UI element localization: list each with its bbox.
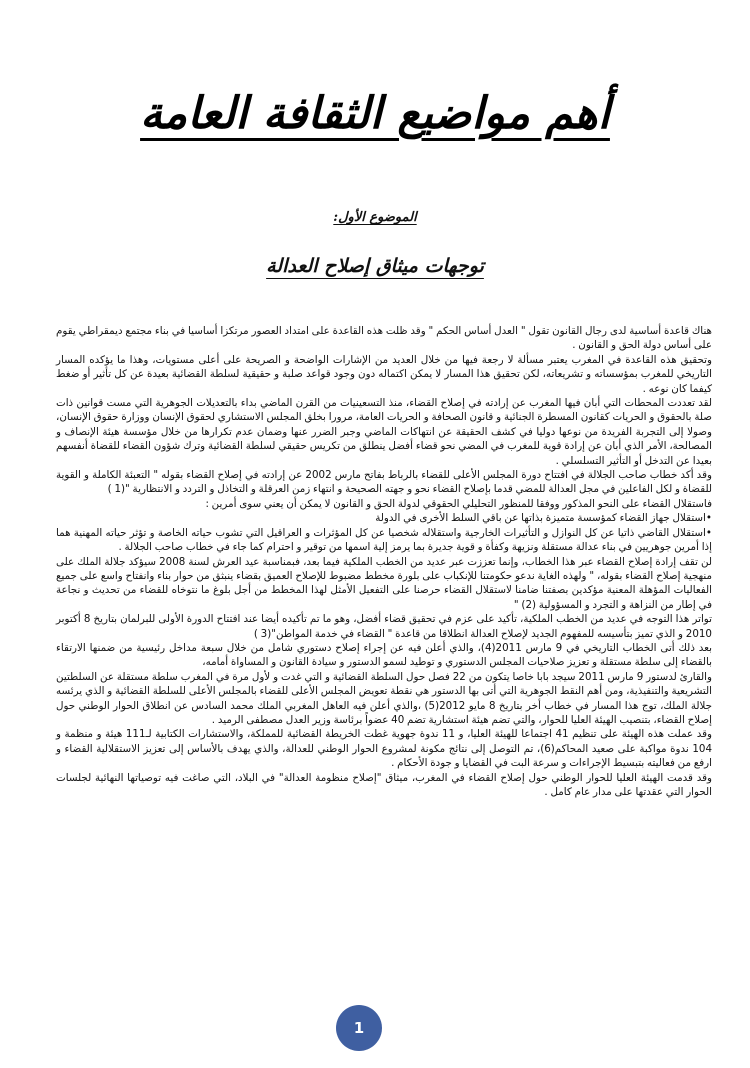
page-number-badge: 1 bbox=[336, 1005, 382, 1051]
paragraph: وقد عملت هذه الهيئة على تنظيم 41 اجتماعا للهيئة العليا، و 11 ندوة جهوية غطت الخريطة القضائية للمملكة، والاستشارات الكتابية لـ111 هيئة و منظمة و 104 ندوة مواكبة على صعيد المحاكم(6)، تم التوصل إلى نتائج مكونة لمشروع الحوار الوطني للعدالة، والذي يهدف بالأساس إلى تعزيز الاستقلالية القضاء و ارفع من فعاليته بتبسيط الإجراءات و سرعة البت في القضايا و جودة الأحكام . bbox=[56, 728, 713, 770]
paragraph: لقد تعددت المحطات التي أبان فيها المغرب عن إرادته في إصلاح القضاء، منذ التسعينيات من القرن الماضي بداء بالتعديلات الجوهرية التي مست قوانين ذات صلة بالحقوق و الحريات كقانون المسطرة الجنائية و قانون الصحافة و الحريات العامة، مرورا بخلق المجلس الاستشاري لحقوق الإنسان ووزارة حقوق الإنسان، وصولا إلى التجربة الفريدة من نوعها دوليا في كشف الحقيقة عن انتهاكات الماضي وجبر الضرر عنها وضمان عدم تكرارها من خلال مؤسسة هيئة الإنصاف و المصالحة، الأمر الذي أبان عن إرادة قوية للمغرب في المضي نحو قضاء أفضل ينطلق من تكريس حقيقي لسلطة القضائية وترك شؤون القضاء للقضاة أنفسهم بعيدا عن التدخل أو التأثير التسلسلي . bbox=[56, 397, 712, 467]
page-title: أهم مواضيع الثقافة العامة bbox=[140, 88, 610, 139]
topic-label: الموضوع الأول: bbox=[333, 210, 417, 225]
paragraph: تواتر هذا التوجه في عديد من الخطب الملكية، تأكيد على عزم في تحقيق قضاء أفضل، وهو ما تم تأكيده أيضا عند افتتاح الدورة الأولى للبرلمان بتاريخ 8 أكتوبر 2010 و الذي تميز بتأسيسه للمفهوم الجديد لإصلاح العدالة انطلاقا من قاعدة " القضاء في خدمة المواطن"(3 ) bbox=[56, 613, 712, 640]
paragraph: لن تقف إرادة إصلاح القضاء عبر هذا الخطاب، وإنما تعززت عبر عديد من الخطب الملكية فيما بعد، فبمناسبة عيد العرش لسنة 2008 سيؤكد جلالة الملك على منهجية إصلاح القضاء بقوله، " ولهذه الغاية ندعو حكومتنا للإنكباب على بلورة مخطط مضبوط للإصلاح العميق بقضاء ينبثق من حوار بناء وانفتاح واسع على جميع الفعاليات المؤهلة المعنية مؤكدين بصفتنا ضامنا لاستقلال القضاء حرصنا على التفعيل الأمثل لهذا المخطط من أجل بلوغ ما نتوخاه للقضاء من تحديث و نجاعة في إطار من النزاهة و التجرد و المسؤولية (2) " bbox=[56, 555, 712, 611]
article-body bbox=[56, 324, 712, 799]
paragraph: وقد أكد خطاب صاحب الجلالة في افتتاح دورة المجلس الأعلى للقضاء بالرباط بفاتح مارس 2002 عن إرادته في إصلاح القضاء بقوله " التعبئة الكاملة و القوية للقضاة و لكل الفاعلين في مجل العدالة للمضي قدما بإصلاح القضاء نحو و جهته الصحيحة و انتهاء زمن العرقلة و التخاذل و التردد و الانتظارية "(1 ) bbox=[56, 469, 712, 496]
paragraph: والقارئ لدستور 9 مارس 2011 سيجد بابا خاصا يتكون من 22 فصل حول السلطة القضائية و التي غدت و لأول مرة في المغرب سلطة مستقلة عن السلطتين التشريعية والتنفيذية، ومن أهم النقط الجوهرية التي أتى بها الدستور هي نقطة تعويض المجلس الأعلى للقضاء بالمجلس الأعلى للسلطة القضائية و الذي يرئسه جلالة الملك، توج هذا المسار في خطاب أخر بتاريخ 8 مايو 2012(5) ،والذي أعلن فيه العاهل المغربي الملك محمد السادس عن انطلاق الحوار الوطني حول إصلاح القضاء، بتنصيب الهيئة العليا للحوار، والتي تضم هيئة استشارية تضم 40 عضواً برئاسة وزير العدل مصطفى الرميد . bbox=[56, 670, 713, 726]
bullet-item: •استقلال جهاز القضاء كمؤسسة متميزة بذاتها عن باقي السلط الأخرى في الدولة bbox=[375, 512, 712, 525]
paragraph: وقد قدمت الهيئة العليا للحوار الوطني حول إصلاح القضاء في المغرب، ميثاق "إصلاح منظومة العدالة" في البلاد، التي صاغت فيه توصياتها النهائية لجلسات الحوار التي عقدتها على مدار عام كامل . bbox=[56, 771, 712, 798]
bullet-item: •استقلال القاضي ذاتيا عن كل النوازل و التأثيرات الخارجية واستقلاله شخصيا عن كل المؤثرات و العراقيل التي تشوب حياته الخاصة و تؤثر حياته المهنية هما إذا أمرين جوهريين في بناء عدالة مستقلة ونزيهة وكفأة و قوية جديرة بما يرمز إلية اسمها من توقير و احترام كما جاء في خطاب صاحب الجلالة . bbox=[56, 526, 712, 554]
paragraph: وتحقيق هذه القاعدة في المغرب يعتبر مسألة لا رجعة فيها من خلال العديد من الإشارات الواضحة و الصريحة على أعلى مستويات، وهذا ما يؤكده المسار التاريخي للمغرب بمؤسساته و تشريعاته، لكن تحقيق هذا المسار لا يمكن اكتماله دون وجود قواعد صلبة و حقيقية لسلطة القضائية بعيدة عن كل تأثير أو ضغط كيفما كان نوعه . bbox=[56, 353, 712, 395]
paragraph: هناك قاعدة أساسية لدى رجال القانون تقول " العدل أساس الحكم " وقد ظلت هذه القاعدة على امتداد العصور مرتكزا أساسيا في بناء مجتمع ديمقراطي يقوم على أساس دولة الحق و القانون . bbox=[56, 325, 712, 352]
topic-title: توجهات ميثاق إصلاح العدالة bbox=[266, 255, 484, 277]
paragraph: فاستقلال القضاء على النحو المذكور ووفقا للمنظور التحليلي الحقوقي لدولة الحق و القانون لا يمكن أن يعني سوى أمرين : bbox=[205, 497, 712, 510]
paragraph: بعد ذلك أتى الخطاب التاريخي في 9 مارس 2011(4)، والذي أعلن فيه عن إجراء إصلاح دستوري شامل من خلال سبعة مداخل رئيسية من ضمنها الارتقاء بالقضاء إلى سلطة مستقلة و تعزيز صلاحيات المجلس الدستوري و توطيد لسمو الدستور و سيادة القانون و المساواة أمامه، bbox=[56, 641, 712, 669]
